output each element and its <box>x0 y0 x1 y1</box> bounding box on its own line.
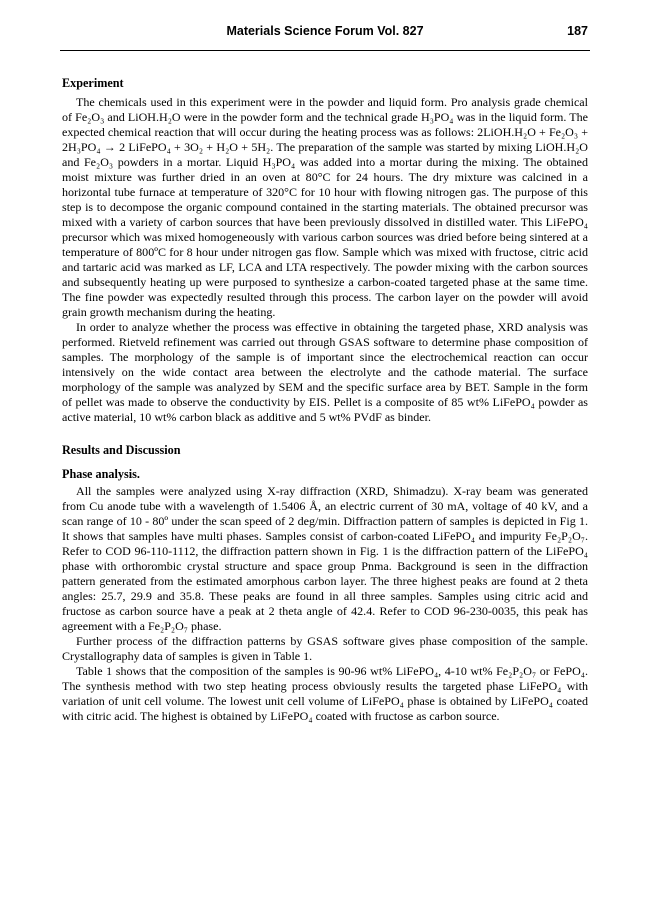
experiment-paragraph-1: The chemicals used in this experiment were in the powder and liquid form. Pro analysis grade chemical of Fe₂O₃ and LiOH.H₂O were in the powder form and the technical grade H₃PO₄ was in the liquid form. The expected chemical reaction that will occur during the heating process was as follows: 2LiOH.H₂O + Fe₂O₃ + 2H₃PO₄ → 2 LiFePO₄ + 3O₂ + H₂O + 5H₂. The preparation of the sample was started by mixing LiOH.H₂O and Fe₂O₃ powders in a mortar. Liquid H₃PO₄ was added into a mortar during the mixing. The obtained moist mixture was further dried in an oven at 80°C for 24 hours. The dry mixture was calcined in a horizontal tube furnace at temperature of 320°C for 10 hour with flowing nitrogen gas. The purpose of this step is to decompose the organic compound contained in the starting materials. The obtained precursor was mixed with a variety of carbon sources that have been previously dissolved in distilled water. This LiFePO₄ precursor which was mixed homogeneously with various carbon sources was dried before being sintered at a temperature of 800ºC for 8 hour under nitrogen gas flow. Sample which was mixed with fructose, citric acid and tartaric acid was marked as LF, LCA and LTA respectively. The powder mixing with the carbon sources and subsequently heating up were purposed to synthesize a carbon-coated targeted phase at the same time. The fine powder was expectedly resulted through this process. The carbon layer on the powder will avoid grain growth mechanism during the heating. <box>62 95 588 319</box>
results-paragraph-1: All the samples were analyzed using X-ray diffraction (XRD, Shimadzu). X-ray beam was generated from Cu anode tube with a wavelength of 1.5406 Å, an electric current of 30 mA, voltage of 40 kV, and a scan range of 10 - 80º under the scan speed of 2 deg/min. Diffraction pattern of samples is depicted in Fig 1. It shows that samples have multi phases. Samples consist of carbon-coated LiFePO₄ and impurity Fe₂P₂O₇. Refer to COD 96-110-1112, the diffraction pattern shown in Fig. 1 is the diffraction pattern of the LiFePO₄ phase with orthorombic crystal structure and space group Pnma. Background is seen in the diffraction pattern generated from the estimated amorphous carbon layer. The three highest peaks are found at 2 theta angles: 25.7, 29.9 and 35.8. These peaks are found in all three samples. Samples using citric acid and fructose as carbon source have a peak at 2 theta angle of 42.4. Refer to COD 96-230-0035, this peak has agreement with a Fe₂P₂O₇ phase. <box>62 484 588 633</box>
section-gap <box>62 425 588 443</box>
page-number: 187 <box>567 24 588 38</box>
experiment-paragraph-2: In order to analyze whether the process was effective in obtaining the targeted phase, XRD analysis was performed. Rietveld refinement was carried out through GSAS software to determine phase composition of samples. The morphology of the sample is of important since the electrochemical reaction can occur intensively on the wide contact area between the electrolyte and the cathode material. The surface morphology of the sample was analyzed by SEM and the specific surface area by BET. Sample in the form of pellet was made to observe the conductivity by EIS. Pellet is a composite of 85 wt% LiFePO₄ powder as active material, 10 wt% carbon black as additive and 5 wt% PVdF as binder. <box>62 320 588 424</box>
running-header <box>62 22 588 42</box>
header-rule <box>60 50 590 51</box>
results-heading: Results and Discussion <box>62 443 181 457</box>
results-paragraph-2: Further process of the diffraction patterns by GSAS software gives phase composition of the sample. Crystallography data of samples is given in Table 1. <box>62 634 588 663</box>
experiment-heading: Experiment <box>62 76 124 90</box>
phase-analysis-heading: Phase analysis. <box>62 467 140 481</box>
article-body <box>62 76 588 724</box>
results-paragraph-3: Table 1 shows that the composition of the samples is 90-96 wt% LiFePO₄, 4-10 wt% Fe₂P₂O₇ or FePO₄. The synthesis method with two step heating process obviously results the targeted phase LiFePO₄ with variation of unit cell volume. The lowest unit cell volume of LiFePO₄ phase is obtained by LiFePO₄ coated with citric acid. The highest is obtained by LiFePO₄ coated with fructose as carbon source. <box>62 664 588 723</box>
journal-title: Materials Science Forum Vol. 827 <box>226 24 424 38</box>
